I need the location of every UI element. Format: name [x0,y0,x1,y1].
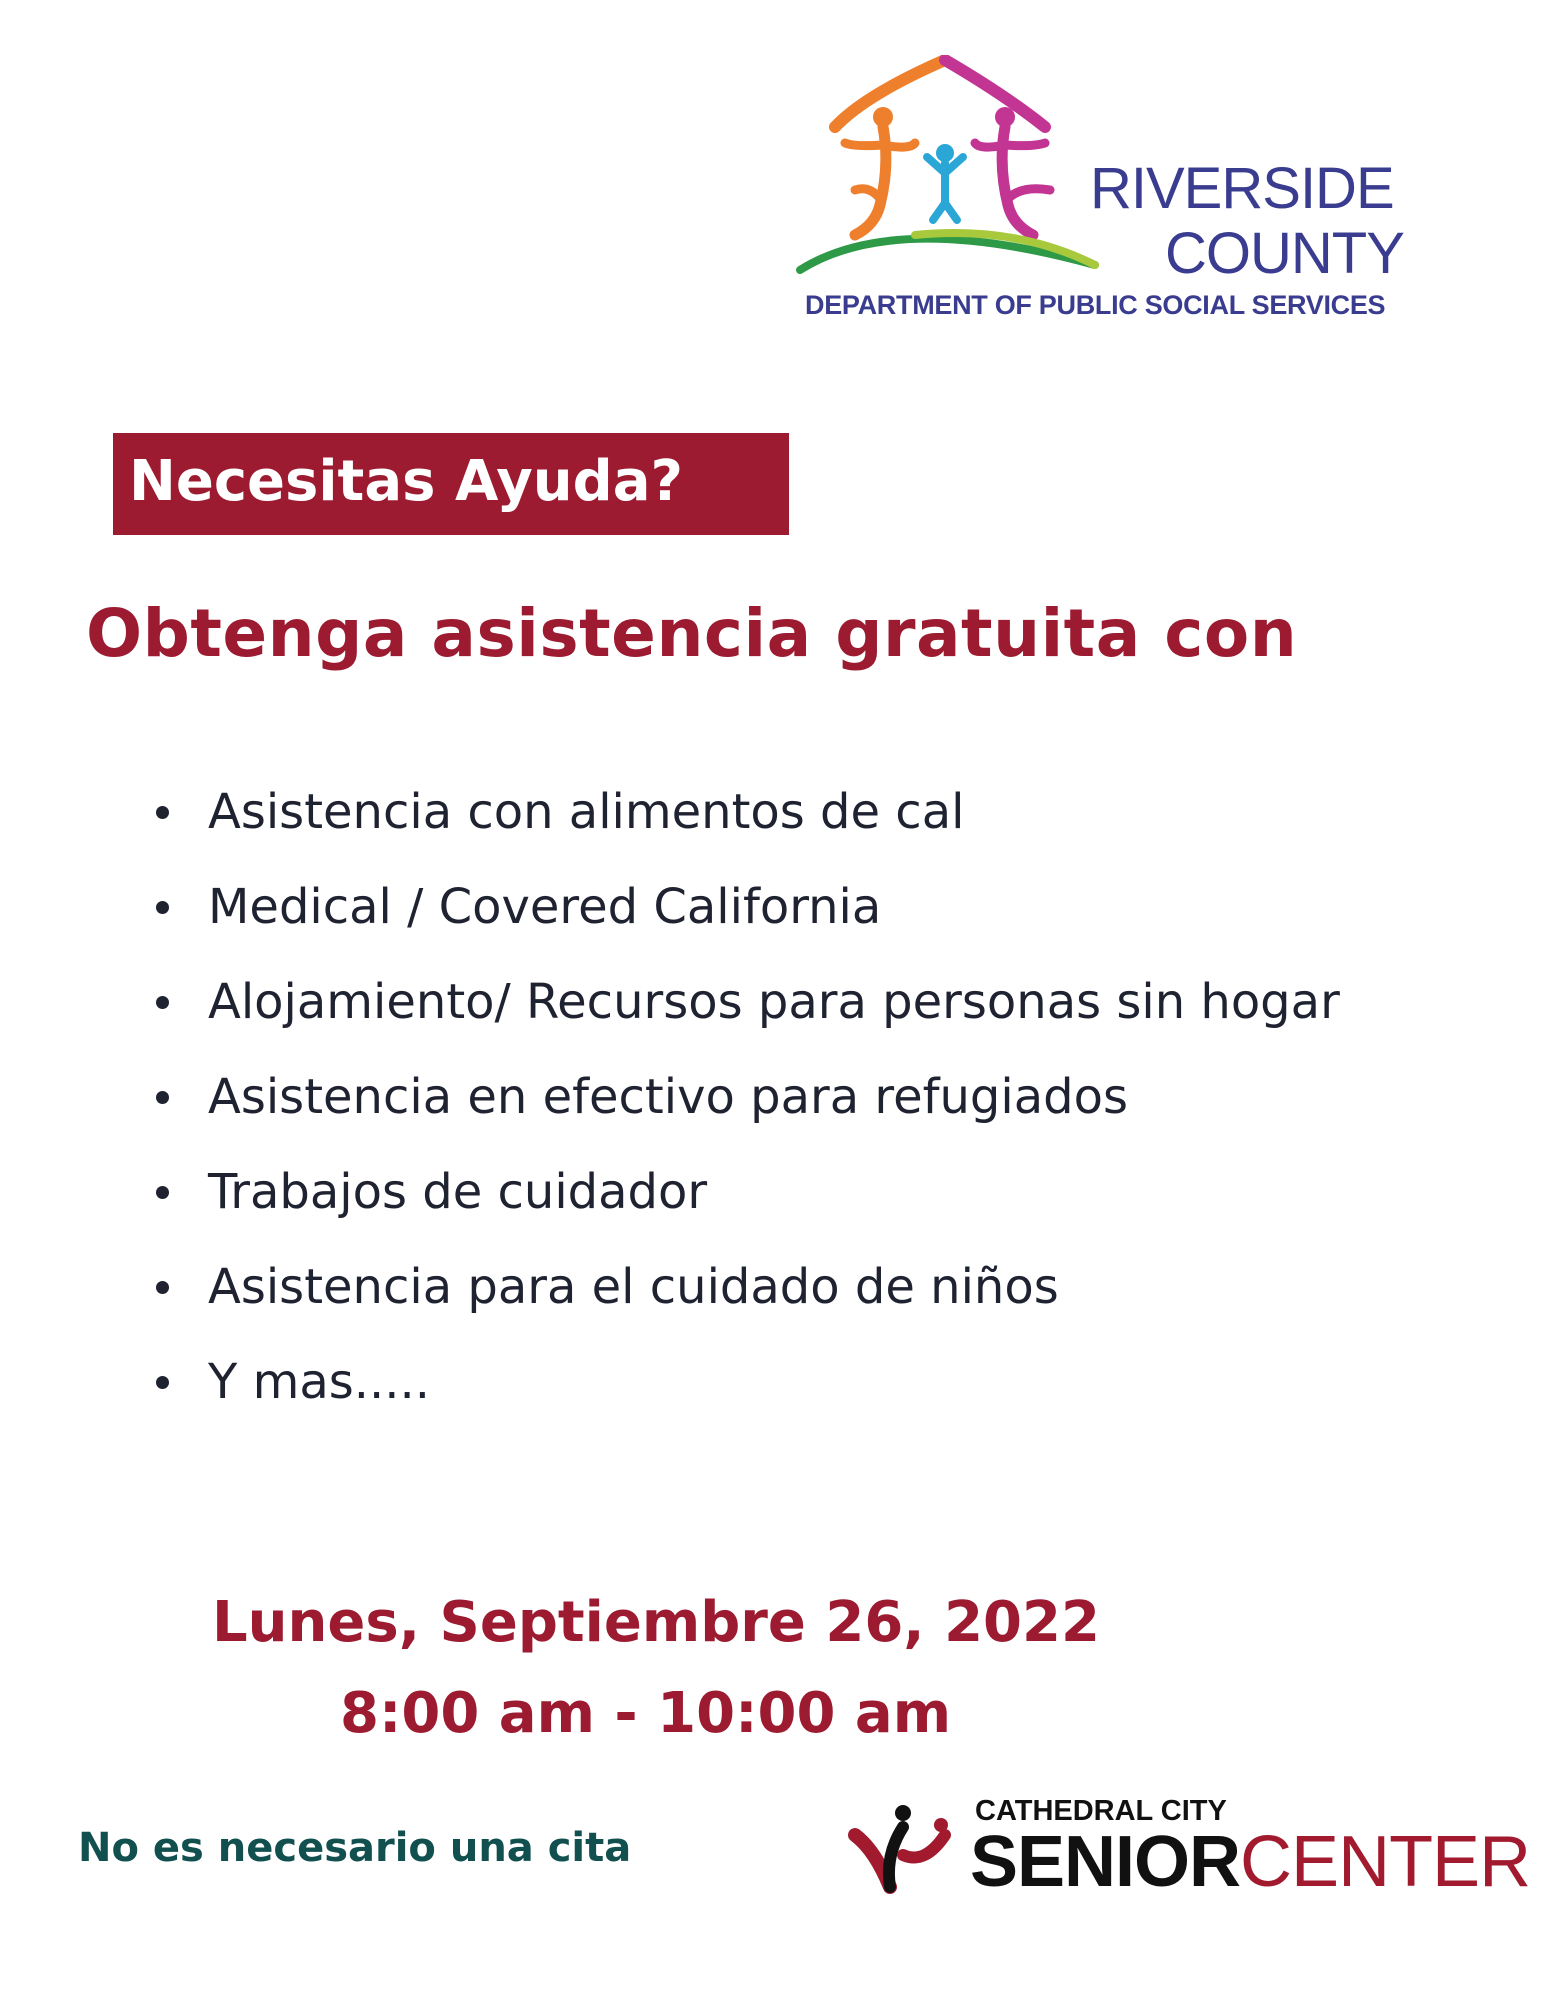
center-word: CENTER [1240,1822,1531,1902]
bullet-icon [156,1091,169,1104]
help-badge [113,433,789,535]
list-item-text: Asistencia para el cuidado de niños [208,1259,1059,1315]
list-item [150,1257,1340,1352]
list-item [150,877,1340,972]
list-item [150,782,1340,877]
walk-in-note: No es necesario una cita [78,1825,632,1871]
list-item-text: Trabajos de cuidador [208,1164,708,1220]
bullet-icon [156,1281,169,1294]
services-list [150,782,1340,1447]
event-date: Lunes, Septiembre 26, 2022 [212,1590,1100,1655]
bullet-icon [156,1186,169,1199]
senior-center-logo [845,1795,1531,1905]
bullet-icon [156,1376,169,1389]
logo-line-county: COUNTY [1165,221,1404,286]
list-item-text: Asistencia en efectivo para refugiados [208,1069,1128,1125]
bullet-icon [156,901,169,914]
logo-line-department: DEPARTMENT OF PUBLIC SOCIAL SERVICES [805,290,1386,320]
list-item-text: Y mas..... [208,1354,431,1410]
bullet-icon [156,806,169,819]
riverside-county-logo [795,55,1445,325]
senior-word: SENIOR [970,1822,1241,1902]
list-item-text: Medical / Covered California [208,879,882,935]
bullet-icon [156,996,169,1009]
list-item [150,972,1340,1067]
headline: Obtenga asistencia gratuita con [86,595,1298,672]
list-item-text: Alojamiento/ Recursos para personas sin hogar [208,974,1340,1030]
senior-center-title [970,1821,1530,1903]
list-item [150,1162,1340,1257]
senior-center-mark-icon [845,1795,965,1905]
list-item [150,1352,1340,1447]
event-time: 8:00 am - 10:00 am [340,1681,952,1746]
senior-center-city: CATHEDRAL CITY [975,1795,1227,1827]
list-item-text: Asistencia con alimentos de cal [208,784,965,840]
list-item [150,1067,1340,1162]
help-badge-text: Necesitas Ayuda? [129,449,684,514]
logo-line-riverside: RIVERSIDE [1090,156,1394,221]
